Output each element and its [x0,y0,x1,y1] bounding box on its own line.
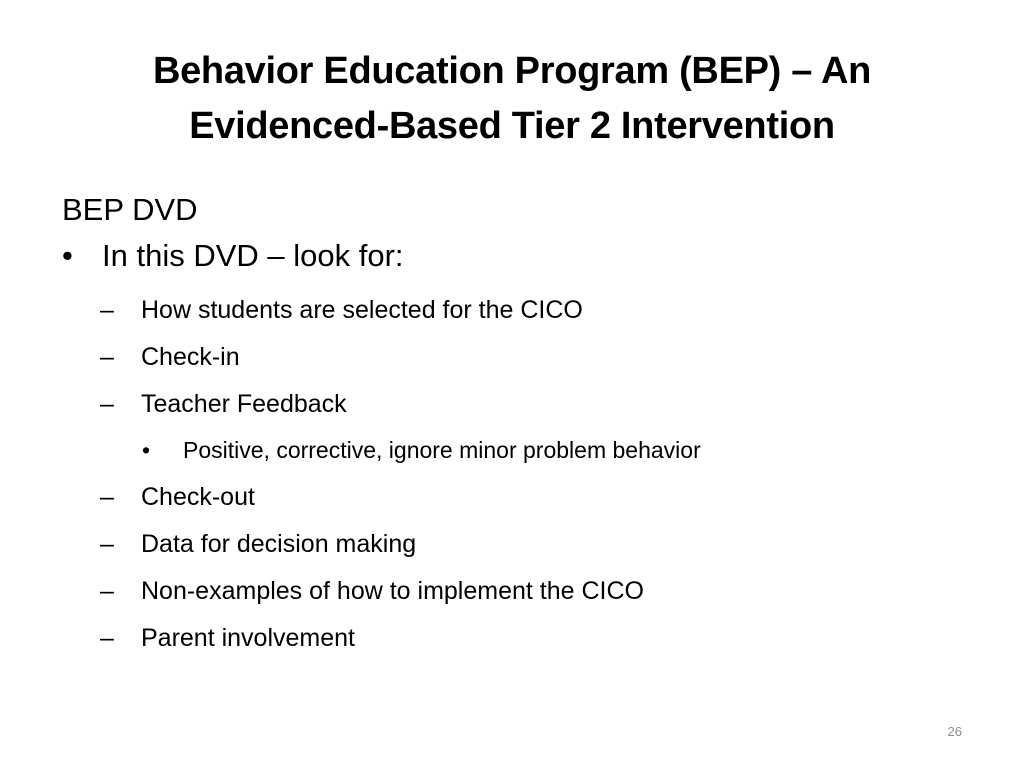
list-item-text: Check-in [141,343,240,371]
list-item-selection [62,292,962,339]
list-item-text: Teacher Feedback [141,390,347,418]
list-item-text: Check-out [141,483,255,511]
list-item-text: How students are selected for the CICO [141,296,583,324]
dash-marker: – [100,577,114,605]
list-item-check-in [62,339,962,386]
list-item-text: Non-examples of how to implement the CICO [141,577,644,605]
sub-list-item-text: Positive, corrective, ignore minor problem behavior [183,437,701,463]
dash-marker: – [100,624,114,652]
slide-body [62,188,962,667]
page-number: 26 [947,724,962,739]
list-item-data [62,526,962,573]
bullet-item [62,234,962,292]
bullet-marker: • [62,238,73,273]
list-item-non-examples [62,573,962,620]
list-item-text: Parent involvement [141,624,356,652]
list-item-teacher-feedback [62,386,962,433]
title-line-1: Behavior Education Program (BEP) – An [152,50,872,92]
dash-marker: – [100,343,114,371]
dash-marker: – [100,483,114,511]
dash-marker: – [100,530,114,558]
title-line-2: Evidenced-Based Tier 2 Intervention [189,105,835,147]
body-heading: BEP DVD [62,192,198,227]
sub-bullet-marker: • [142,437,151,463]
list-item-text: Data for decision making [141,530,417,558]
list-item-parent-involvement [62,620,962,667]
slide-title [80,44,944,154]
sub-list-item-feedback-types [62,433,962,479]
dash-marker: – [100,390,114,418]
list-item-check-out [62,479,962,526]
dash-marker: – [100,296,114,324]
bullet-text: In this DVD – look for: [102,238,404,273]
